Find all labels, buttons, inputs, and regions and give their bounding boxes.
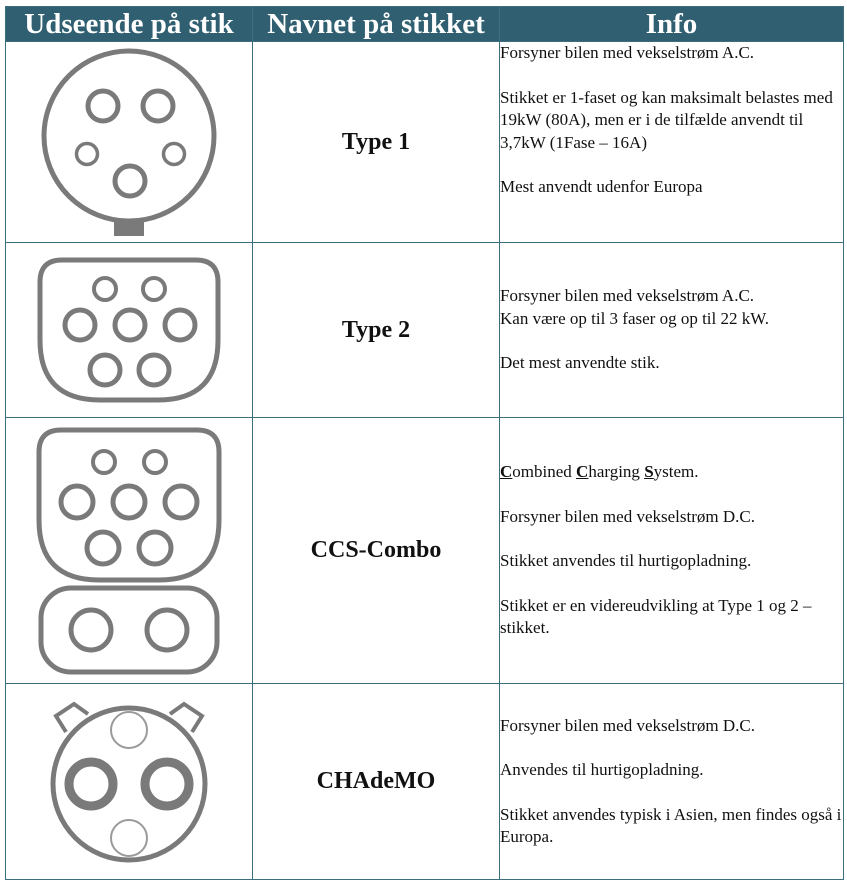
appearance-cell [6, 418, 253, 684]
info-title: Combined Charging System. [500, 462, 699, 482]
chademo-connector-icon [44, 692, 214, 872]
info-line: Stikket anvendes typisk i Asien, men findes også i Europa. [500, 804, 842, 846]
info-line: Mest anvendt udenfor Europa [500, 177, 703, 196]
header-info: Info [500, 7, 844, 42]
connector-name: CHAdeMO [253, 684, 500, 880]
info-cell [500, 684, 844, 880]
type2-connector-icon [34, 250, 224, 410]
info-cell [500, 243, 844, 418]
info-line: Stikket er 1-faset og kan maksimalt belastes med 19kW (80A), men er i de tilfælde anvendt til 3,7kW (1Fase – 16A) [500, 87, 833, 152]
appearance-cell [6, 684, 253, 880]
info-cell [500, 418, 844, 684]
appearance-cell [6, 42, 253, 243]
type1-connector-icon [34, 46, 224, 238]
connector-name: CCS-Combo [253, 418, 500, 684]
table-row [6, 418, 844, 684]
appearance-cell [6, 243, 253, 418]
table-row [6, 243, 844, 418]
ccs-combo-connector-icon [33, 424, 225, 678]
table-row [6, 42, 844, 243]
info-line: Stikket anvendes til hurtigopladning. [500, 551, 752, 571]
connector-name: Type 2 [253, 243, 500, 418]
info-line: Forsyner bilen med vekselstrøm A.C. Kan være op til 3 faser og op til 22 kW. [500, 286, 769, 328]
info-line: Anvendes til hurtigopladning. [500, 760, 704, 779]
info-cell [500, 42, 844, 243]
connector-name: Type 1 [253, 42, 500, 243]
info-line: Forsyner bilen med vekselstrøm D.C. [500, 506, 755, 526]
info-line: Det mest anvendte stik. [500, 353, 660, 373]
info-line: Forsyner bilen med vekselstrøm A.C. [500, 43, 755, 62]
header-appearance: Udseende på stik [6, 7, 253, 42]
header-row [6, 7, 844, 42]
info-line: Stikket er en videreudvikling at Type 1 og 2 – stikket. [500, 595, 812, 638]
header-name: Navnet på stikket [253, 7, 500, 42]
info-line: Forsyner bilen med vekselstrøm D.C. [500, 715, 755, 735]
connector-table [5, 6, 844, 880]
table-row [6, 684, 844, 880]
